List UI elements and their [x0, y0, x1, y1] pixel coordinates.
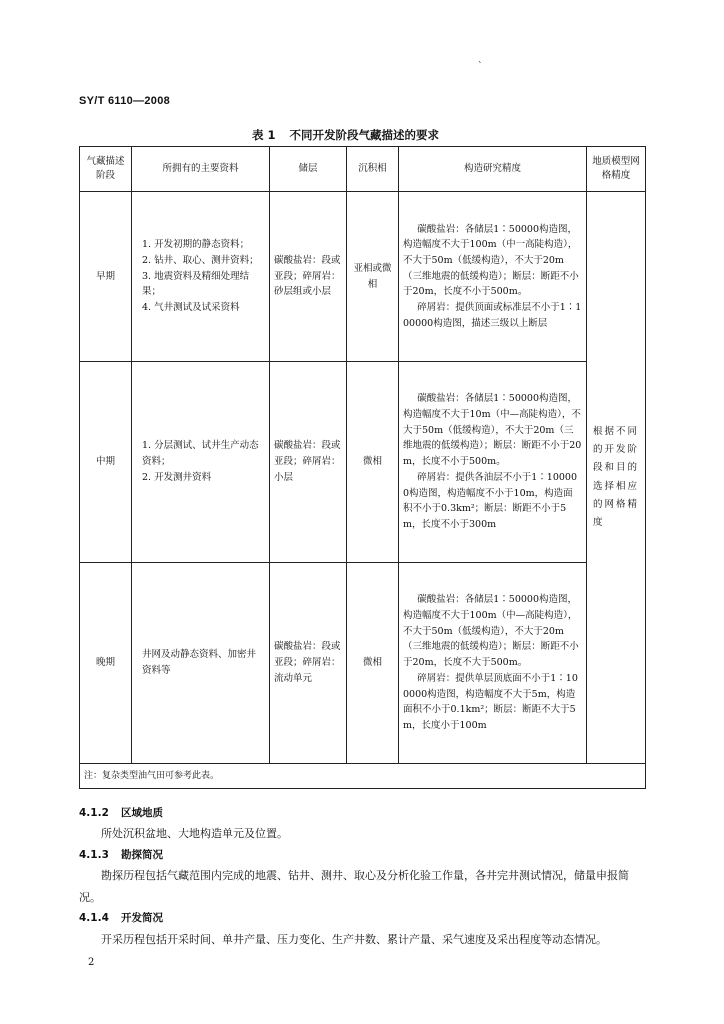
section-number: 4.1.3 — [79, 848, 109, 861]
section-4-1-4 — [79, 908, 649, 950]
data-cell — [132, 192, 270, 362]
section-title: 区域地质 — [121, 807, 163, 819]
table-caption — [252, 127, 439, 143]
section-body: 所处沉积盆地、大地构造单元及位置。 — [101, 827, 288, 841]
table-note-row — [80, 764, 646, 789]
structure-carbonate: 碳酸盐岩：各储层1∶50000构造图，构造幅度不大于100m（中—高陡构造），不大于50m（低缓构造），不大于20m（三维地震的低缓构造）；断层：断距不小于20m，长度不大于500m。 — [403, 594, 579, 669]
structure-clastic: 碎屑岩：提供顶面或标准层不小于1∶100000构造图，描述三级以上断层 — [403, 302, 582, 329]
structure-carbonate: 碳酸盐岩：各储层1∶50000构造图，构造幅度不大于100m（中一高陡构造），不大于50m（低缓构造），不大于20m（三维地震的低缓构造）；断层：断距不小于20m，长度不小于500m。 — [403, 223, 579, 298]
section-4-1-3 — [79, 845, 649, 908]
stage-cell: 中期 — [80, 362, 132, 563]
section-title: 勘探简况 — [121, 848, 163, 861]
data-text: 1. 分层测试、试井生产动态资料； 2. 开发测井资料 — [142, 440, 259, 483]
structure-clastic: 碎屑岩：提供单层顶底面不小于1∶100000构造图，构造幅度不大于5m，构造面积不小于0.1km²；断层：断距不大于5m，长度小于100m — [403, 672, 578, 731]
header-data: 所拥有的主要资料 — [132, 147, 270, 192]
requirements-table — [79, 146, 646, 789]
data-text: 1. 开发初期的静态资料； 2. 钻井、取心、测井资料； 3. 地震资料及精细处理结果； 4. 气井测试及试采资料 — [142, 239, 259, 313]
stage-cell: 早期 — [80, 192, 132, 362]
header-facies: 沉积相 — [347, 147, 399, 192]
section-number: 4.1.4 — [79, 912, 109, 925]
data-text: 井网及动静态资料、加密井资料等 — [142, 649, 257, 676]
reservoir-cell: 碳酸盐岩：段或亚段；碎屑岩：小层 — [270, 362, 347, 563]
page-number: 2 — [88, 957, 95, 968]
header-structure: 构造研究精度 — [399, 147, 587, 192]
section-title: 开发简况 — [121, 912, 163, 925]
table-row-early — [80, 192, 646, 362]
section-body: 勘探历程包括气藏范围内完成的地震、钻井、测井、取心及分析化验工作量，各井完井测试情况，储量申报简况。 — [79, 869, 629, 904]
facies-cell: 微相 — [347, 563, 399, 764]
structure-cell — [399, 362, 587, 563]
data-cell — [132, 362, 270, 563]
table-title: 不同开发阶段气藏描述的要求 — [289, 128, 440, 142]
facies-cell: 亚相或微相 — [347, 192, 399, 362]
table-number: 表 1 — [252, 128, 276, 142]
standard-code: SY/T 6110—2008 — [79, 95, 171, 107]
table-note: 注：复杂类型油气田可参考此表。 — [80, 764, 646, 789]
scan-mark: ` — [478, 62, 483, 72]
structure-cell — [399, 563, 587, 764]
structure-clastic: 碎屑岩：提供各油层不小于1∶100000构造图，构造幅度不小于10m，构造面积不小于0.3km²；断层：断距不小于5m，长度不小于300m — [403, 471, 578, 530]
stage-cell: 晚期 — [80, 563, 132, 764]
header-stage: 气藏描述阶段 — [80, 147, 132, 192]
facies-cell: 微相 — [347, 362, 399, 563]
reservoir-cell: 碳酸盐岩：段或亚段；碎屑岩：砂层组或小层 — [270, 192, 347, 362]
section-body: 开采历程包括开采时间、单井产量、压力变化、生产井数、累计产量、采气速度及采出程度等动态情况。 — [101, 932, 607, 946]
table-row-mid — [80, 362, 646, 563]
reservoir-cell: 碳酸盐岩：段或亚段；碎屑岩：流动单元 — [270, 563, 347, 764]
table-row-late — [80, 563, 646, 764]
section-heading — [79, 845, 649, 865]
structure-carbonate: 碳酸盐岩：各储层1∶50000构造图，构造幅度不大于10m（中—高陡构造），不大于50m（低缓构造），不大于20m（三维地震的低缓构造）；断层：断距不小于20m，长度不小于500m。 — [403, 393, 582, 468]
header-reservoir: 储层 — [270, 147, 347, 192]
structure-cell — [399, 192, 587, 362]
data-cell — [132, 563, 270, 764]
header-grid: 地质模型网格精度 — [587, 147, 646, 192]
sections — [79, 803, 649, 950]
table-header-row — [80, 147, 646, 192]
section-heading — [79, 908, 649, 928]
section-number: 4.1.2 — [79, 807, 109, 819]
grid-precision-cell: 根据不同的开发阶段和目的选择相应的网格精度 — [587, 192, 646, 764]
section-heading — [79, 803, 649, 823]
section-4-1-2 — [79, 803, 649, 845]
